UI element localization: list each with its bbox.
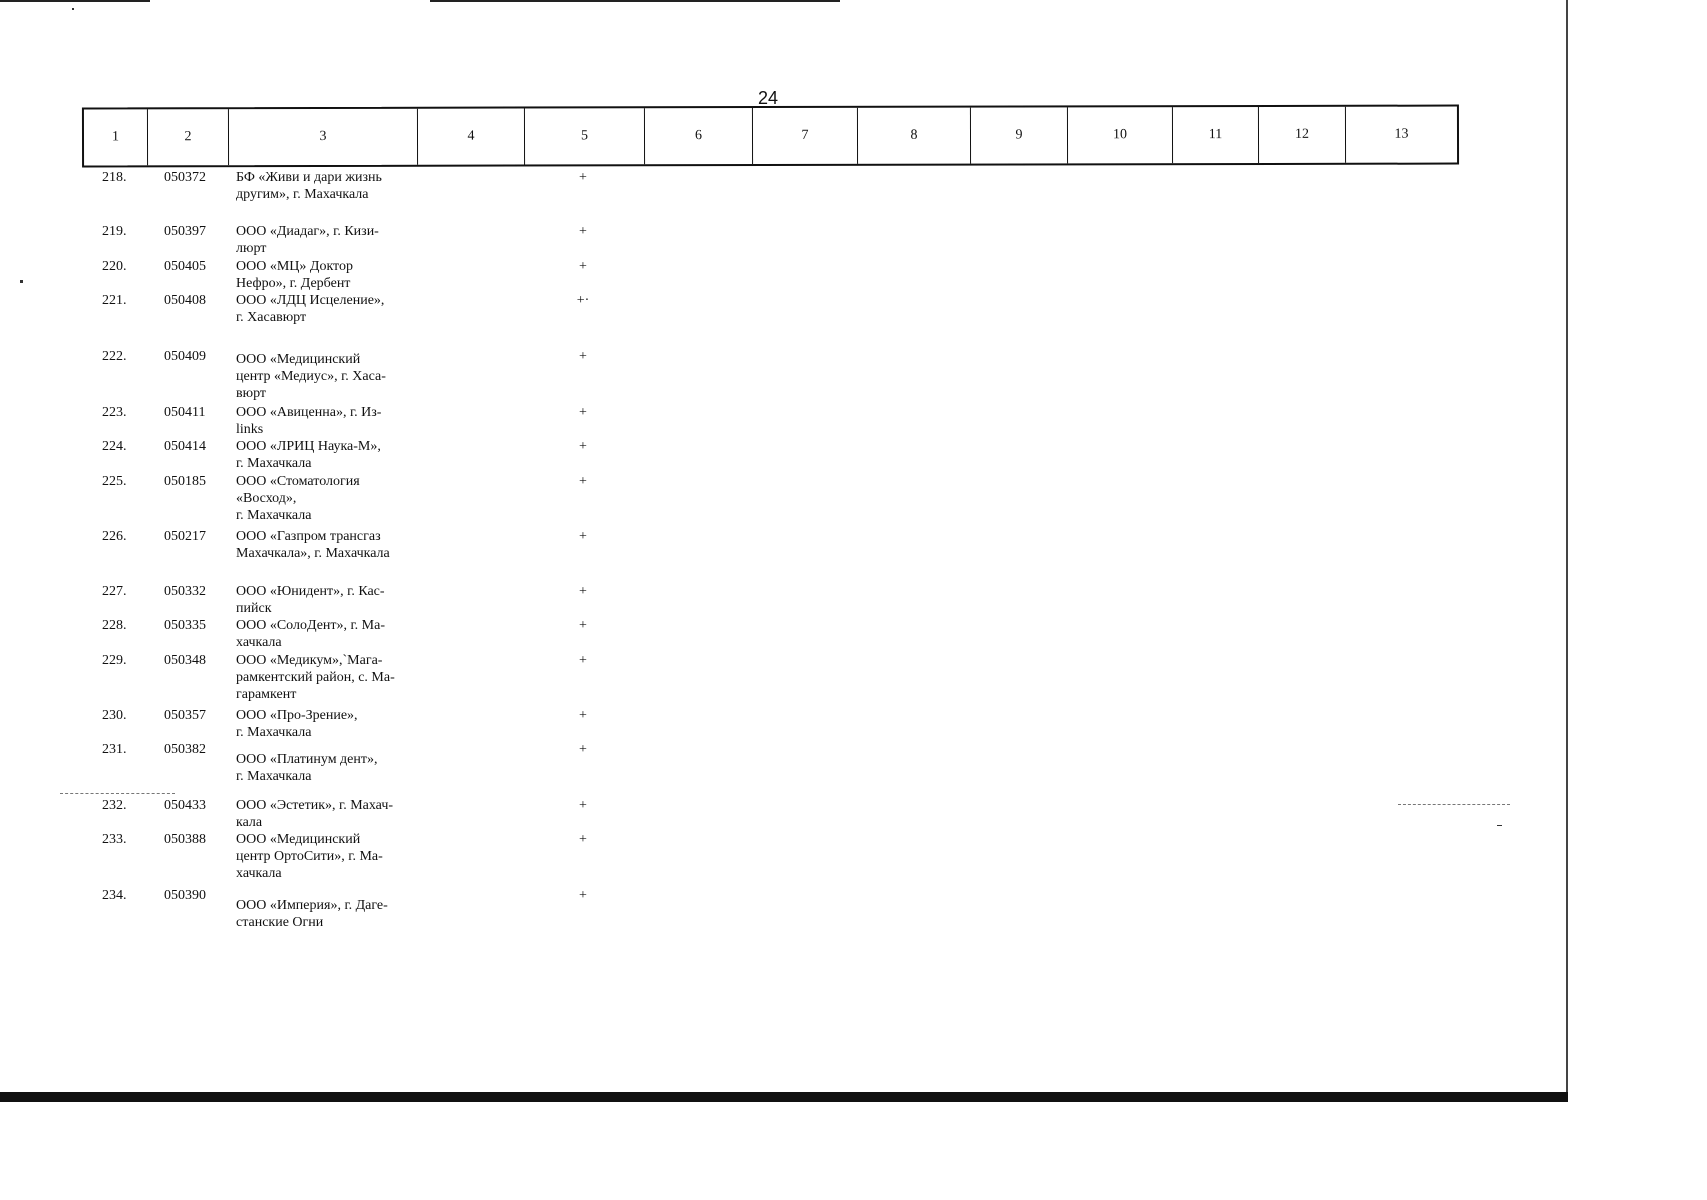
header-col-4: 4: [417, 109, 524, 165]
row-code: 050433: [164, 798, 206, 813]
row-code: 050411: [164, 405, 206, 420]
organization-line: Нефро», г. Дербент: [236, 276, 351, 291]
organization-line: г. Махачкала: [236, 508, 312, 523]
row-organization: [236, 169, 421, 203]
row-code: 050405: [164, 259, 206, 274]
header-col-5: 5: [524, 108, 644, 164]
row-code: 050409: [164, 349, 206, 364]
col5-plus-mark: +: [579, 888, 587, 903]
col5-plus-mark: +: [579, 742, 587, 757]
col5-plus-mark: +: [579, 529, 587, 544]
organization-line: ООО «Империя», г. Даге-: [236, 898, 388, 913]
scan-speck: [72, 8, 74, 10]
organization-line: Махачкала», г. Махачкала: [236, 546, 390, 561]
col5-plus-mark: +·: [576, 293, 590, 308]
organization-line: links: [236, 422, 264, 437]
organization-line: ООО «Стоматология: [236, 474, 360, 489]
header-col-13: 13: [1345, 107, 1457, 163]
organization-line: г. Махачкала: [236, 456, 312, 471]
row-organization: [236, 258, 421, 292]
col5-plus-mark: +: [579, 798, 587, 813]
header-col-8: 8: [857, 108, 970, 164]
row-number: 233.: [102, 832, 127, 847]
organization-line: ООО «Медицинский: [236, 352, 361, 367]
row-code: 050348: [164, 653, 206, 668]
header-col-1: 1: [111, 129, 120, 145]
header-col-11: 11: [1172, 107, 1258, 163]
row-code: 050388: [164, 832, 206, 847]
header-col-12: 12: [1258, 107, 1345, 163]
organization-line: пийск: [236, 601, 272, 616]
header-col-2: 2: [147, 109, 228, 165]
organization-line: центр «Медиус», г. Хаса-: [236, 369, 386, 384]
row-number: 219.: [102, 224, 127, 239]
row-number: 218.: [102, 170, 127, 185]
organization-line: ООО «Диадаг», г. Кизи-: [236, 224, 379, 239]
col5-plus-mark: +: [579, 708, 587, 723]
row-organization: [236, 528, 421, 562]
col5-plus-mark: +: [579, 653, 587, 668]
organization-line: г. Махачкала: [236, 725, 312, 740]
col5-plus-mark: +: [579, 618, 587, 633]
organization-line: ООО «Юнидент», г. Кас-: [236, 584, 385, 599]
scan-edge-right: [1566, 0, 1568, 1102]
row-code: 050332: [164, 584, 206, 599]
header-col-10: 10: [1067, 107, 1172, 163]
header-col-6: 6: [644, 108, 752, 164]
table-header: [82, 105, 1459, 168]
row-organization: [236, 797, 421, 831]
row-number: 230.: [102, 708, 127, 723]
organization-line: БФ «Живи и дари жизнь: [236, 170, 382, 185]
organization-line: ООО «МЦ» Доктор: [236, 259, 353, 274]
row-number: 220.: [102, 259, 127, 274]
header-col-9: 9: [970, 107, 1067, 163]
row-code: 050185: [164, 474, 206, 489]
row-organization: [236, 751, 421, 785]
organization-line: ООО «Про-Зрение»,: [236, 708, 358, 723]
row-number: 234.: [102, 888, 127, 903]
col5-plus-mark: +: [579, 259, 587, 274]
organization-line: станские Огни: [236, 915, 324, 930]
row-number: 231.: [102, 742, 127, 757]
row-organization: [236, 617, 421, 651]
scan-dash-left: [60, 793, 175, 795]
row-number: 228.: [102, 618, 127, 633]
header-col-3: 3: [228, 109, 417, 165]
col5-plus-mark: +: [579, 474, 587, 489]
row-number: 221.: [102, 293, 127, 308]
row-number: 227.: [102, 584, 127, 599]
row-code: 050372: [164, 170, 206, 185]
organization-line: «Восход»,: [236, 491, 297, 506]
organization-line: г. Хасавюрт: [236, 310, 307, 325]
scan-dash-right: [1398, 804, 1510, 806]
row-organization: [236, 438, 421, 472]
row-number: 222.: [102, 349, 127, 364]
row-code: 050397: [164, 224, 206, 239]
organization-line: ООО «ЛДЦ Исцеление»,: [236, 293, 385, 308]
scan-edge-bottom: [0, 1092, 1568, 1102]
organization-line: ООО «Газпром трансгаз: [236, 529, 381, 544]
row-code: 050335: [164, 618, 206, 633]
organization-line: ООО «Эстетик», г. Махач-: [236, 798, 394, 813]
row-code: 050408: [164, 293, 206, 308]
organization-line: вюрт: [236, 386, 267, 401]
row-number: 223.: [102, 405, 127, 420]
scan-speck: [1497, 825, 1502, 826]
organization-line: гарамкент: [236, 687, 297, 702]
col5-plus-mark: +: [579, 405, 587, 420]
organization-line: ООО «Авиценна», г. Из-: [236, 405, 382, 420]
row-number: 225.: [102, 474, 127, 489]
row-number: 226.: [102, 529, 127, 544]
row-organization: [236, 652, 421, 703]
organization-line: ООО «ЛРИЦ Наука-М»,: [236, 439, 381, 454]
row-number: 232.: [102, 798, 127, 813]
organization-line: рамкентский район, с. Ма-: [236, 670, 395, 685]
row-code: 050390: [164, 888, 206, 903]
col5-plus-mark: +: [579, 439, 587, 454]
row-code: 050414: [164, 439, 206, 454]
row-organization: [236, 404, 421, 438]
organization-line: хачкала: [236, 866, 282, 881]
row-code: 050382: [164, 742, 206, 757]
organization-line: другим», г. Махачкала: [236, 187, 369, 202]
organization-line: ООО «Медикум»,`Мага-: [236, 653, 383, 668]
scan-speck: [20, 280, 23, 283]
row-organization: [236, 831, 421, 882]
col5-plus-mark: +: [579, 584, 587, 599]
organization-line: люрт: [236, 241, 267, 256]
organization-line: хачкала: [236, 635, 282, 650]
row-code: 050217: [164, 529, 206, 544]
col5-plus-mark: +: [579, 349, 587, 364]
row-organization: [236, 583, 421, 617]
col5-plus-mark: +: [579, 224, 587, 239]
row-code: 050357: [164, 708, 206, 723]
scan-edge-top-left: [0, 0, 150, 2]
row-number: 224.: [102, 439, 127, 454]
row-organization: [236, 351, 421, 402]
scan-edge-top-mid: [430, 0, 840, 2]
organization-line: г. Махачкала: [236, 769, 312, 784]
row-organization: [236, 707, 421, 741]
row-organization: [236, 223, 421, 257]
page-number: 24: [757, 88, 779, 108]
organization-line: центр ОртоСити», г. Ма-: [236, 849, 383, 864]
organization-line: ООО «Медицинский: [236, 832, 361, 847]
row-number: 229.: [102, 653, 127, 668]
row-organization: [236, 473, 421, 524]
header-col-7: 7: [752, 108, 857, 164]
col5-plus-mark: +: [579, 170, 587, 185]
row-organization: [236, 897, 421, 931]
organization-line: ООО «СолоДент», г. Ма-: [236, 618, 386, 633]
col5-plus-mark: +: [579, 832, 587, 847]
organization-line: ООО «Платинум дент»,: [236, 752, 378, 767]
row-organization: [236, 292, 421, 326]
organization-line: кала: [236, 815, 263, 830]
